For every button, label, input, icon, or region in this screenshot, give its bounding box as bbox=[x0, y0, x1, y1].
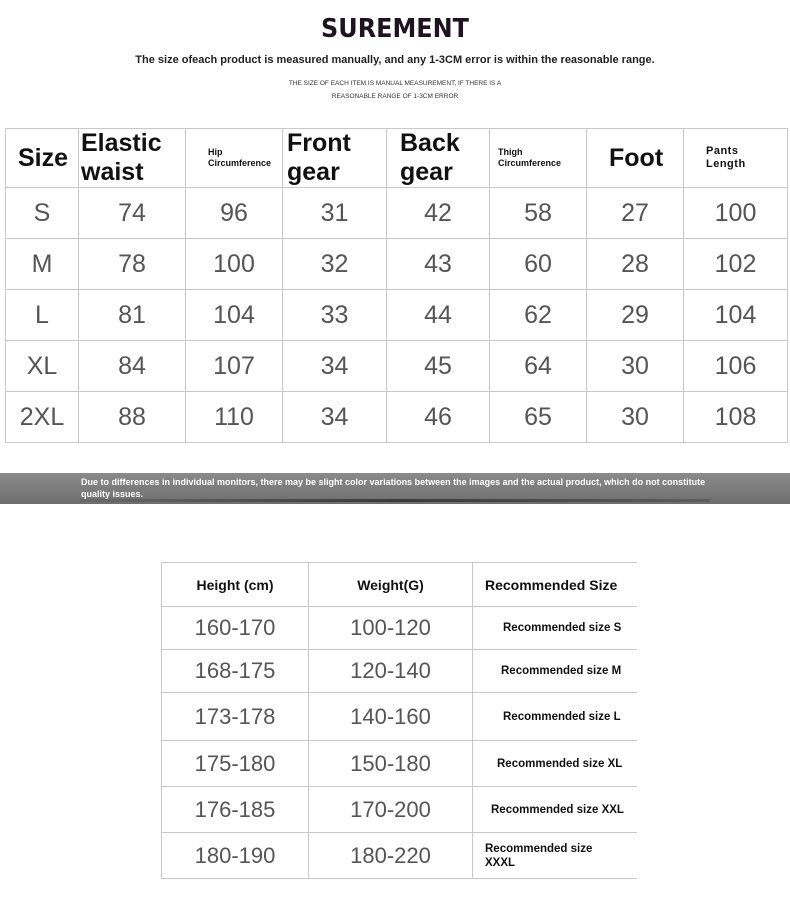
cell-weight: 120-140 bbox=[309, 650, 473, 693]
cell-thigh: 64 bbox=[490, 341, 587, 392]
header-size: Size bbox=[6, 129, 79, 188]
cell-weight: 180-220 bbox=[309, 833, 473, 879]
recommend-row bbox=[162, 741, 637, 787]
page-title: SUREMENT bbox=[321, 14, 469, 44]
recommend-row bbox=[162, 650, 637, 693]
cell-back-gear: 44 bbox=[387, 290, 490, 341]
size-row bbox=[6, 188, 788, 239]
cell-recommended-size: Recommended size S bbox=[473, 607, 637, 650]
cell-size: L bbox=[6, 290, 79, 341]
size-row bbox=[6, 341, 788, 392]
cell-front-gear: 32 bbox=[283, 239, 387, 290]
header-pants-length bbox=[684, 129, 788, 188]
header-front-gear: Front gear bbox=[283, 129, 387, 188]
recommended-size-table bbox=[161, 562, 637, 879]
cell-hip: 96 bbox=[186, 188, 283, 239]
cell-hip: 110 bbox=[186, 392, 283, 443]
cell-weight: 100-120 bbox=[309, 607, 473, 650]
cell-size: S bbox=[6, 188, 79, 239]
header-pants-line-1: Pants bbox=[706, 145, 739, 157]
header-hip-line-1: Hip bbox=[208, 147, 223, 157]
cell-recommended-size: Recommended size XXXL bbox=[473, 833, 637, 879]
cell-back-gear: 45 bbox=[387, 341, 490, 392]
cell-recommended-size: Recommended size XL bbox=[473, 741, 637, 787]
cell-foot: 30 bbox=[587, 392, 684, 443]
cell-pants-length: 100 bbox=[684, 188, 788, 239]
cell-recommended-size: Recommended size L bbox=[473, 693, 637, 741]
header-recommended-size: Recommended Size bbox=[473, 563, 637, 607]
header-thigh-line-1: Thigh bbox=[498, 147, 523, 157]
cell-size: XL bbox=[6, 341, 79, 392]
cell-foot: 28 bbox=[587, 239, 684, 290]
size-row bbox=[6, 239, 788, 290]
cell-elastic-waist: 88 bbox=[79, 392, 186, 443]
cell-size: 2XL bbox=[6, 392, 79, 443]
cell-elastic-waist: 84 bbox=[79, 341, 186, 392]
size-row bbox=[6, 392, 788, 443]
cell-hip: 107 bbox=[186, 341, 283, 392]
header-hip-line-2: Circumference bbox=[208, 158, 272, 168]
cell-foot: 27 bbox=[587, 188, 684, 239]
cell-front-gear: 31 bbox=[283, 188, 387, 239]
header-weight: Weight(G) bbox=[309, 563, 473, 607]
cell-foot: 30 bbox=[587, 341, 684, 392]
cell-height: 168-175 bbox=[162, 650, 309, 693]
cell-thigh: 62 bbox=[490, 290, 587, 341]
cell-height: 160-170 bbox=[162, 607, 309, 650]
header-height: Height (cm) bbox=[162, 563, 309, 607]
cell-thigh: 58 bbox=[490, 188, 587, 239]
cell-pants-length: 104 bbox=[684, 290, 788, 341]
cell-pants-length: 108 bbox=[684, 392, 788, 443]
cell-weight: 150-180 bbox=[309, 741, 473, 787]
cell-thigh: 60 bbox=[490, 239, 587, 290]
cell-thigh: 65 bbox=[490, 392, 587, 443]
measurement-note-line-2: REASONABLE RANGE OF 1-3CM ERROR bbox=[331, 93, 459, 100]
cell-pants-length: 102 bbox=[684, 239, 788, 290]
cell-recommended-size: Recommended size M bbox=[473, 650, 637, 693]
size-row bbox=[6, 290, 788, 341]
header-hip-circumference bbox=[186, 129, 283, 188]
cell-front-gear: 33 bbox=[283, 290, 387, 341]
header-thigh-line-2: Circumference bbox=[498, 158, 562, 168]
cell-front-gear: 34 bbox=[283, 341, 387, 392]
cell-weight: 170-200 bbox=[309, 787, 473, 833]
recommend-header-row bbox=[162, 563, 637, 607]
cell-hip: 100 bbox=[186, 239, 283, 290]
color-disclaimer-text: Due to differences in individual monitors, there may be slight color variations between the images and the actual product, which do not constitute quality issues. bbox=[81, 477, 706, 499]
cell-elastic-waist: 78 bbox=[79, 239, 186, 290]
header-elastic-waist: Elastic waist bbox=[79, 129, 186, 188]
size-chart-header-row bbox=[6, 129, 788, 188]
cell-foot: 29 bbox=[587, 290, 684, 341]
measurement-note-line-1: THE SIZE OF EACH ITEM IS MANUAL MEASUREMENT, IF THERE IS A bbox=[288, 80, 502, 87]
measurement-disclaimer: The size ofeach product is measured manually, and any 1-3CM error is within the reasonable range. bbox=[135, 54, 655, 66]
cell-elastic-waist: 81 bbox=[79, 290, 186, 341]
recommend-row bbox=[162, 787, 637, 833]
cell-weight: 140-160 bbox=[309, 693, 473, 741]
recommend-row bbox=[162, 607, 637, 650]
recommend-row bbox=[162, 833, 637, 879]
cell-height: 173-178 bbox=[162, 693, 309, 741]
cell-size: M bbox=[6, 239, 79, 290]
cell-back-gear: 42 bbox=[387, 188, 490, 239]
header-foot: Foot bbox=[587, 129, 684, 188]
cell-hip: 104 bbox=[186, 290, 283, 341]
cell-back-gear: 46 bbox=[387, 392, 490, 443]
header-pants-line-2: Length bbox=[706, 158, 746, 170]
header-back-gear: Back gear bbox=[387, 129, 490, 188]
cell-height: 176-185 bbox=[162, 787, 309, 833]
cell-back-gear: 43 bbox=[387, 239, 490, 290]
recommend-row bbox=[162, 693, 637, 741]
cell-height: 180-190 bbox=[162, 833, 309, 879]
size-chart-table bbox=[5, 128, 788, 443]
header-thigh-circumference bbox=[490, 129, 587, 188]
cell-pants-length: 106 bbox=[684, 341, 788, 392]
cell-height: 175-180 bbox=[162, 741, 309, 787]
cell-front-gear: 34 bbox=[283, 392, 387, 443]
cell-recommended-size: Recommended size XXL bbox=[473, 787, 637, 833]
cell-elastic-waist: 74 bbox=[79, 188, 186, 239]
